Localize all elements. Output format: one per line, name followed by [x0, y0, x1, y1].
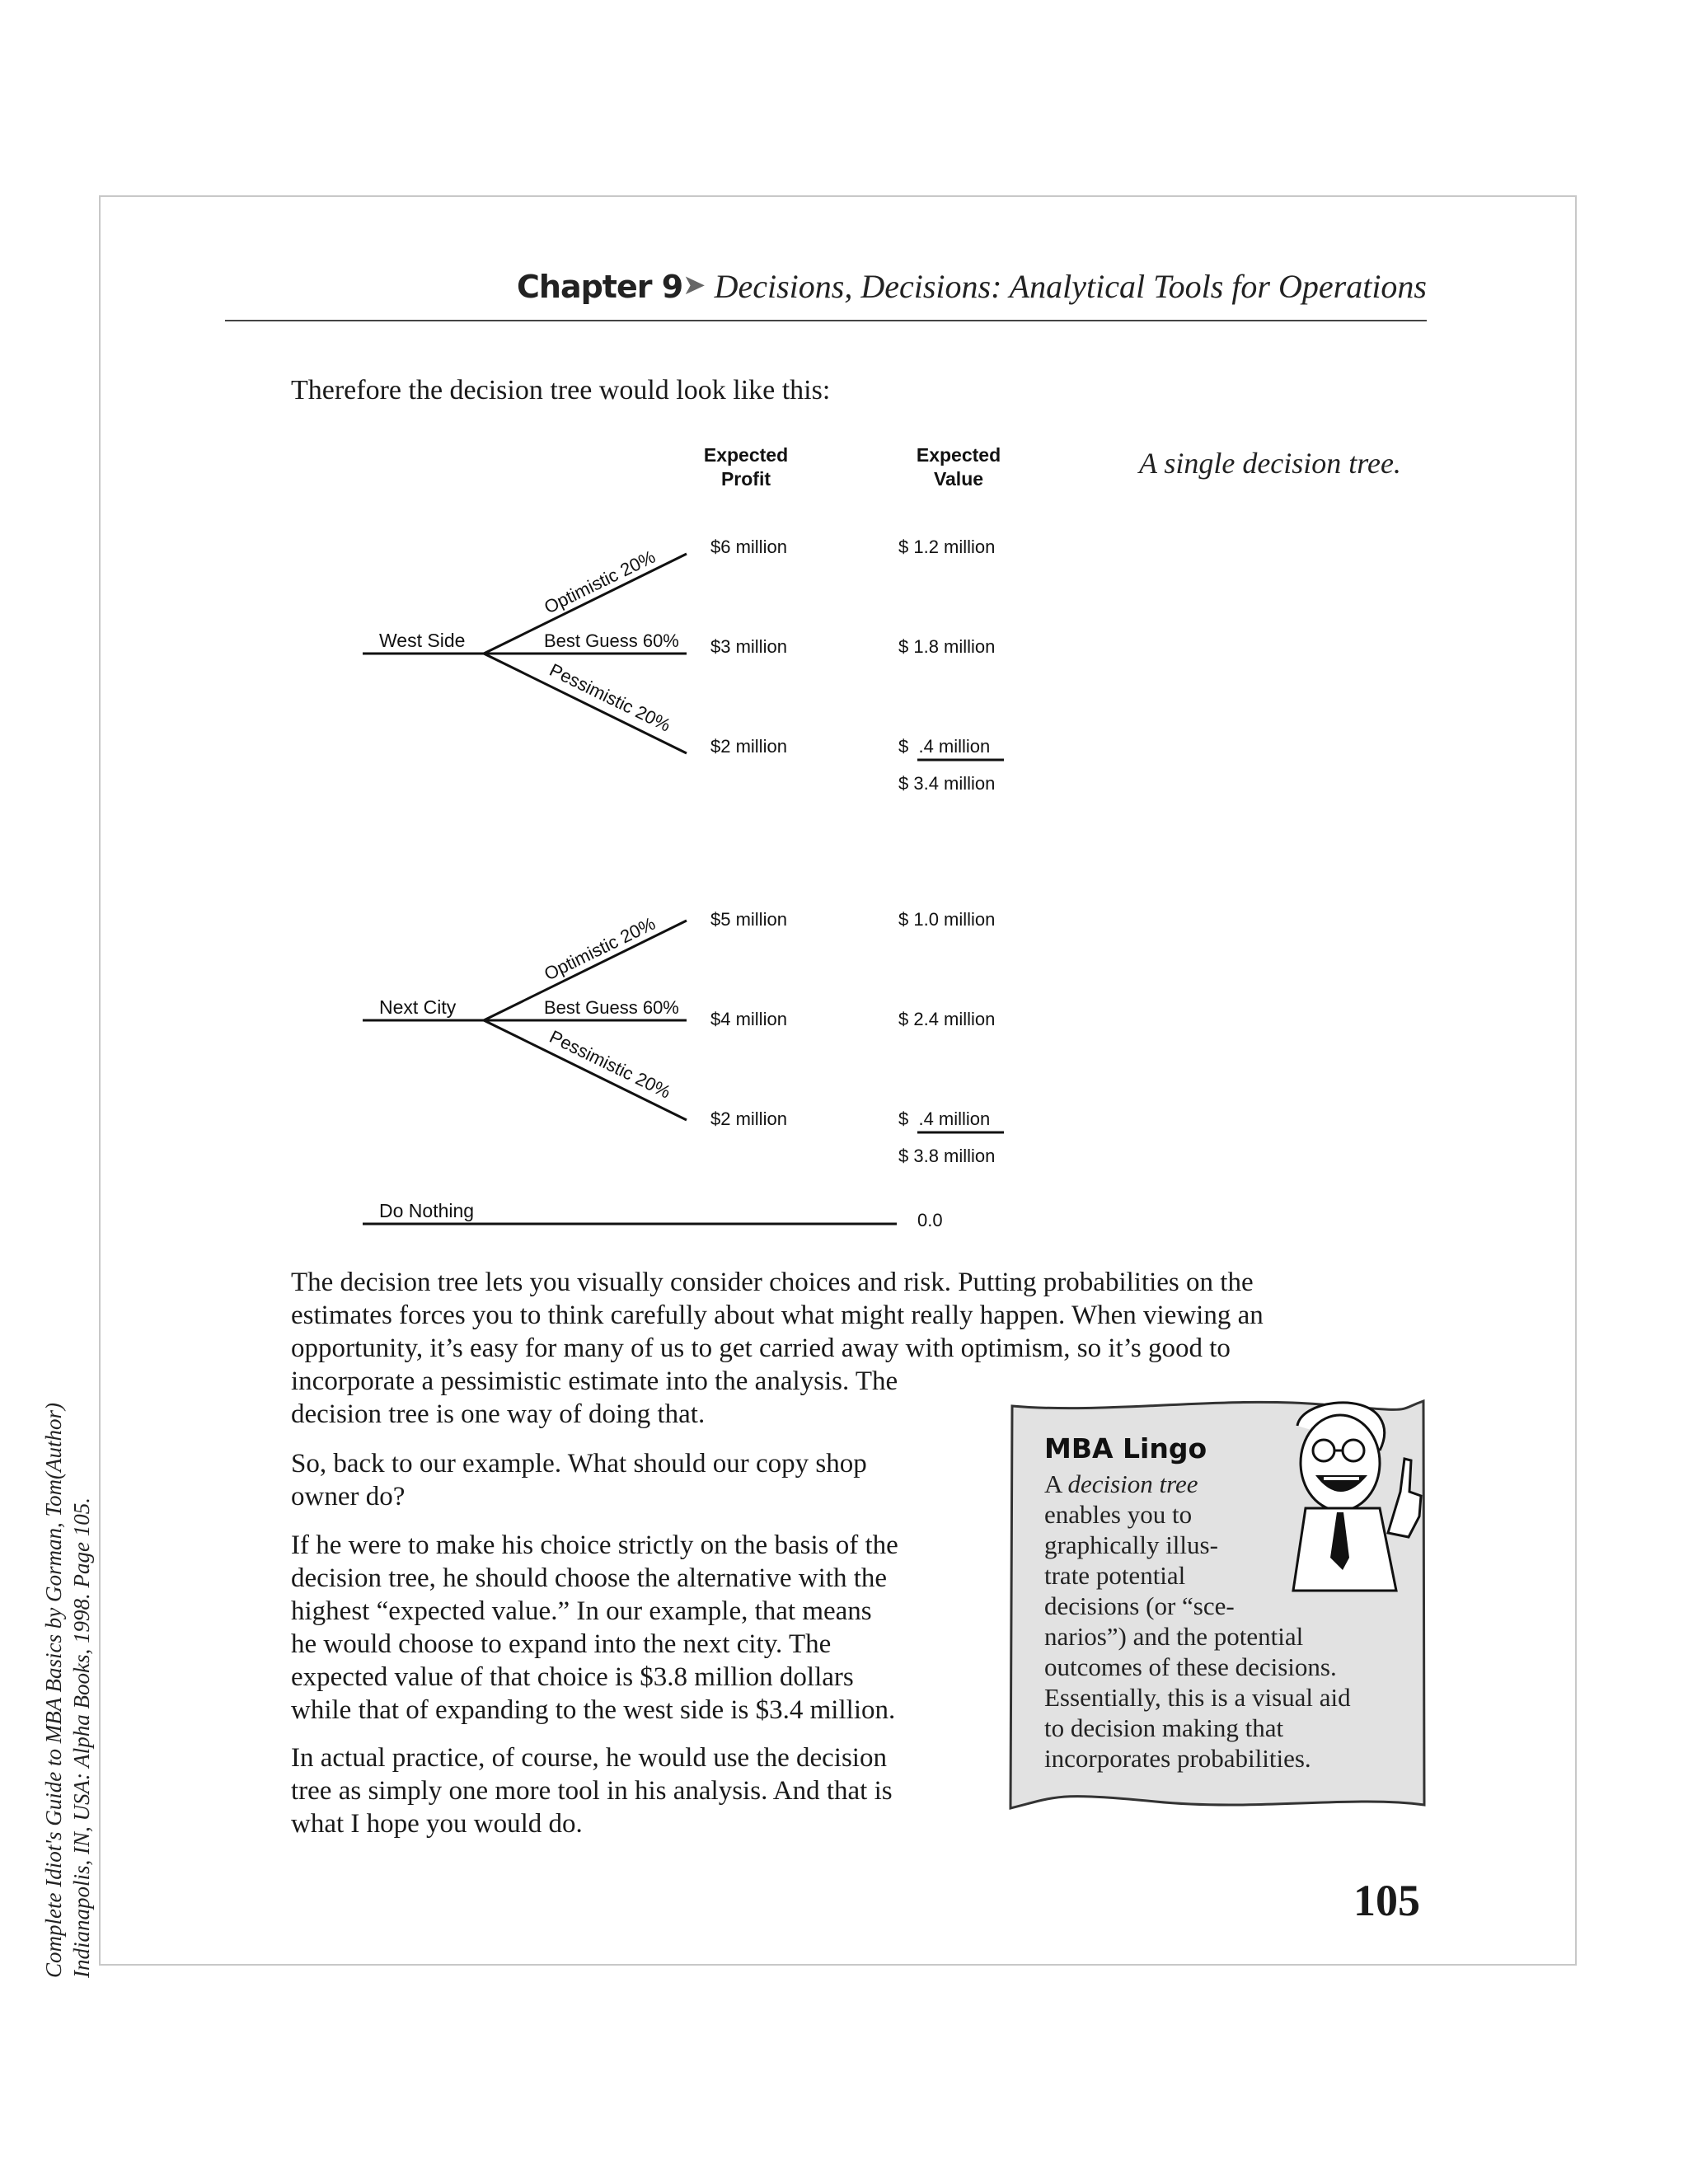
alternative-west-side [363, 537, 1004, 794]
paragraph-3 [291, 1529, 898, 1727]
text-line: tree as simply one more tool in his analysis. And that is [291, 1776, 893, 1806]
intro-line: Therefore the decision tree would look like this: [291, 375, 831, 405]
paragraph-4 [291, 1741, 893, 1840]
header-profit-line2: Profit [720, 468, 771, 490]
text-line: enables you to [1044, 1500, 1193, 1529]
text-line: decision tree is one way of doing that. [291, 1399, 706, 1429]
sidebar-title: MBA Lingo [1044, 1432, 1207, 1465]
profit-value: $2 million [710, 1108, 787, 1129]
branch-label-pessimistic: Pessimistic 20% [546, 659, 674, 736]
total-expected-value: $ 3.8 million [898, 1146, 996, 1166]
total-expected-value: $ 3.4 million [898, 773, 996, 794]
expected-value: $ .4 million [898, 736, 991, 757]
text-line: So, back to our example. What should our copy shop [291, 1449, 867, 1479]
chapter-label: Chapter 9 [517, 269, 683, 305]
citation-line-2: Indianapolis, IN, USA: Alpha Books, 1998. Page 105. [69, 1497, 94, 1978]
branch-label-optimistic: Optimistic 20% [541, 546, 659, 618]
text-line: highest “expected value.” In our example, that means [291, 1596, 872, 1626]
citation-line-1: Complete Idiot's Guide to MBA Basics by Gorman, Tom(Author) [41, 1403, 66, 1978]
profit-value: $4 million [710, 1009, 787, 1029]
text-line: opportunity, it’s easy for many of us to get carried away with optimism, so it’s good to [291, 1333, 1231, 1363]
text-line: he would choose to expand into the next city. The [291, 1629, 832, 1659]
branch-label-optimistic: Optimistic 20% [541, 912, 659, 985]
alternative-do-nothing [363, 1200, 943, 1230]
header-value-line2: Value [933, 468, 984, 490]
text-line: incorporate a pessimistic estimate into the analysis. The [291, 1366, 898, 1396]
expected-value: $ 2.4 million [898, 1009, 996, 1029]
text-line: In actual practice, of course, he would use the decision [291, 1743, 887, 1773]
text-line: graphically illus- [1044, 1530, 1218, 1559]
text-line: The decision tree lets you visually consider choices and risk. Putting probabilities on the [291, 1268, 1254, 1297]
expected-value: $ 1.8 million [898, 636, 996, 657]
text-line: incorporates probabilities. [1044, 1744, 1311, 1773]
alt-label: Next City [379, 996, 457, 1018]
alt-label: Do Nothing [379, 1200, 475, 1221]
profit-value: $6 million [710, 537, 787, 557]
text-line: trate potential [1044, 1561, 1186, 1590]
text-line: to decision making that [1044, 1713, 1284, 1742]
text-line: decision tree, he should choose the alternative with the [291, 1563, 888, 1593]
text-line: estimates forces you to think carefully about what might really happen. When viewing an [291, 1301, 1264, 1330]
text-line: If he were to make his choice strictly on the basis of the [291, 1530, 898, 1560]
profit-value: $2 million [710, 736, 787, 757]
header-profit-line1: Expected [703, 444, 789, 466]
text-line: expected value of that choice is $3.8 million dollars [291, 1662, 854, 1692]
profit-value: $5 million [710, 909, 787, 930]
text-line: while that of expanding to the west side is $3.4 million. [291, 1695, 896, 1725]
expected-value: $ .4 million [898, 1108, 991, 1129]
text-line: outcomes of these decisions. [1044, 1652, 1337, 1681]
branch-label-pessimistic: Pessimistic 20% [546, 1026, 674, 1103]
branch-label-best-guess: Best Guess 60% [544, 997, 679, 1018]
mba-lingo-sidebar [1007, 1393, 1428, 1818]
alternative-next-city [363, 909, 1004, 1166]
expected-value: $ 1.0 million [898, 909, 996, 930]
profit-value: $3 million [710, 636, 787, 657]
text-line: what I hope you would do. [291, 1809, 583, 1839]
text-line: Essentially, this is a visual aid [1044, 1683, 1351, 1712]
expected-value: 0.0 [917, 1210, 943, 1230]
branch-label-best-guess: Best Guess 60% [544, 630, 679, 651]
text-line: narios”) and the potential [1044, 1622, 1304, 1651]
arrow-icon: ➤ [682, 270, 706, 301]
professor-cartoon-icon [1264, 1393, 1429, 1599]
alt-label: West Side [379, 630, 466, 651]
figure-caption: A single decision tree. [1139, 447, 1401, 480]
header-value-line1: Expected [916, 444, 1001, 466]
article: A [1044, 1469, 1062, 1498]
text-line: owner do? [291, 1482, 406, 1511]
paragraph-2 [291, 1447, 867, 1513]
page-number: 105 [1353, 1876, 1420, 1925]
expected-value: $ 1.2 million [898, 537, 996, 557]
chapter-title: Decisions, Decisions: Analytical Tools for Operations [714, 268, 1427, 305]
text-line: decisions (or “sce- [1044, 1591, 1235, 1620]
defined-term: decision tree [1067, 1469, 1198, 1498]
